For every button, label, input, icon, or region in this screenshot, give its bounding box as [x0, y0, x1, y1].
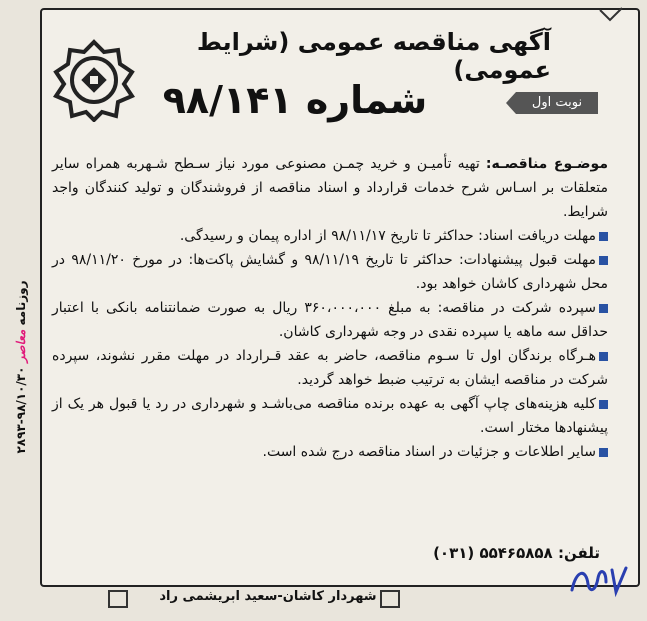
- list-item-text: مهلت دریافت اسناد: حداکثر تا تاریخ ۹۸/۱۱/۱۷ از اداره پیمان و رسیدگی.: [179, 228, 596, 244]
- municipality-logo-icon: [52, 38, 136, 122]
- list-item-text: مهلت قبول پیشنهادات: حداکثر تا تاریخ ۹۸/۱۱/۱۹ و گشایش پاکت‌ها: در مورخ ۹۸/۱۱/۲۰ در محل شهرداری کاشان خواهد بود.: [52, 252, 608, 292]
- handwritten-mark-icon: [566, 560, 636, 600]
- list-item: [52, 224, 608, 248]
- tender-number: شماره ۹۸/۱۴۱: [162, 78, 428, 122]
- subject-text: تهیه تأمیـن و خرید چمـن مصنوعی مورد نیاز سـطح شـهربه همراه سایر متعلقات بر اسـاس شرح خدمات قرارداد و اسناد مناقصه از فروشندگان و تولید کنندگان واجد شرایط.: [52, 156, 608, 220]
- list-item: [52, 296, 608, 344]
- notice-title: آگهی مناقصه عمومی (شرایط عمومی): [196, 28, 551, 84]
- round-badge-tail: [506, 92, 516, 114]
- phone-number: تلفن: ۵۵۴۶۵۸۵۸ (۰۳۱): [433, 544, 600, 562]
- newspaper-brand: معاصر: [14, 329, 28, 363]
- bullet-square-icon: [599, 232, 608, 241]
- newspaper-issue: ۹۸/۱۰/۳۰-۲۸۹۳: [14, 366, 28, 454]
- subject-paragraph: [52, 152, 608, 224]
- round-badge: نوبت اول: [516, 92, 598, 114]
- newspaper-prefix: روزنامه: [14, 280, 28, 326]
- list-item: [52, 344, 608, 392]
- bullet-square-icon: [599, 448, 608, 457]
- notice-body: [52, 152, 608, 464]
- newspaper-side-strip: [6, 150, 34, 600]
- corner-tick-icon: [596, 6, 626, 26]
- bullet-square-icon: [599, 352, 608, 361]
- list-item-text: کلیه هزینه‌های چاپ آگهی به عهده برنده مناقصه می‌باشـد و شهرداری در رد یا قبول هر یک از پیشنهادها مختار است.: [52, 396, 608, 436]
- list-item-text: سپرده شرکت در مناقصه: به مبلغ ۳۶۰،۰۰۰،۰۰۰ ریال به صورت ضمانتنامه بانکی با اعتبار حداقل سه ماهه یا سپرده نقدی در وجه شهرداری کاشان.: [52, 300, 608, 340]
- signature-box-left: [108, 590, 128, 608]
- list-item-text: هـرگاه برندگان اول تا سـوم مناقصه، حاضر به عقد قـرارداد در مهلت مقرر نشوند، سپرده شرکت در مناقصه ایشان به ترتیب ضبط خواهد گردید.: [52, 348, 608, 388]
- subject-label: موضـوع مناقصـه:: [485, 156, 608, 172]
- bullet-square-icon: [599, 400, 608, 409]
- list-item: [52, 440, 608, 464]
- bullet-square-icon: [599, 304, 608, 313]
- list-item-text: سایر اطلاعات و جزئیات در اسناد مناقصه درج شده است.: [262, 444, 596, 460]
- signature-line: شهردار کاشان-سعید ابریشمی راد: [159, 589, 377, 604]
- bullet-square-icon: [599, 256, 608, 265]
- list-item: [52, 248, 608, 296]
- newspaper-caption: [14, 152, 28, 582]
- list-item: [52, 392, 608, 440]
